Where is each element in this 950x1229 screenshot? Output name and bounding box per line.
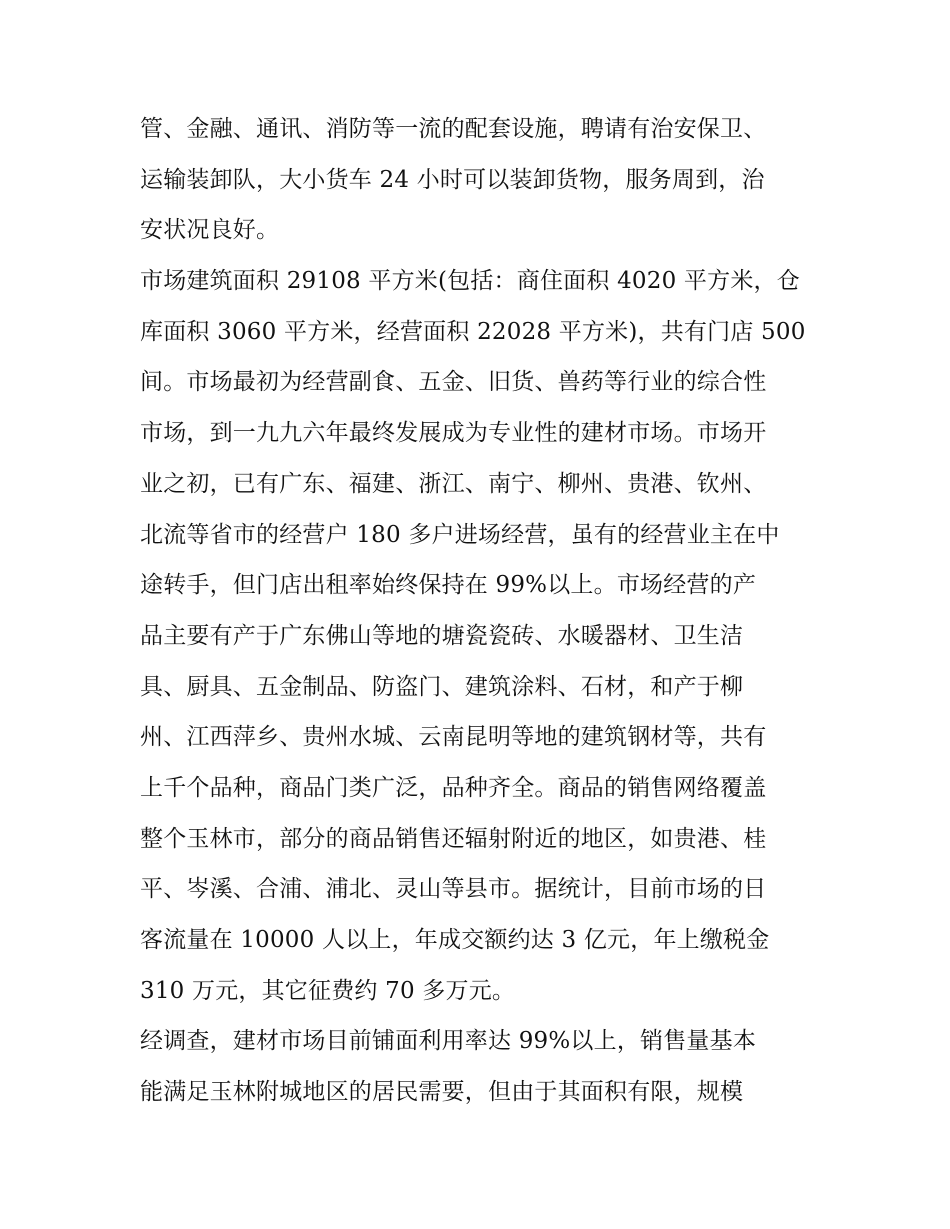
text-line: 具、厨具、五金制品、防盗门、建筑涂料、石材，和产于柳 [140, 673, 744, 700]
text-line: 平、岑溪、合浦、浦北、灵山等县市。据统计，目前市场的日 [140, 876, 767, 903]
text-line: 市场，到一九九六年最终发展成为专业性的建材市场。市场开 [140, 420, 767, 447]
text-line: 州、江西萍乡、贵州水城、云南昆明等地的建筑钢材等，共有 [140, 724, 767, 751]
text-line: 业之初，已有广东、福建、浙江、南宁、柳州、贵港、钦州、 [140, 470, 767, 497]
text-line: 市场建筑面积 29108 平方米(包括：商住面积 4020 平方米，仓 [140, 268, 800, 295]
text-line: 经调查，建材市场目前铺面利用率达 99%以上，销售量基本 [140, 1028, 757, 1055]
text-line: 上千个品种，商品门类广泛，品种齐全。商品的销售网络覆盖 [140, 774, 767, 801]
text-line: 310 万元，其它征费约 70 多万元。 [140, 977, 516, 1004]
body-text [140, 104, 820, 1118]
text-line: 北流等省市的经营户 180 多户进场经营，虽有的经营业主在中 [140, 521, 780, 548]
text-line: 间。市场最初为经营副食、五金、旧货、兽药等行业的综合性 [140, 369, 767, 396]
text-line: 安状况良好。 [140, 217, 280, 244]
text-line: 客流量在 10000 人以上，年成交额约达 3 亿元，年上缴税金 [140, 927, 770, 953]
text-line: 运输装卸队，大小货车 24 小时可以装卸货物，服务周到，治 [140, 166, 765, 193]
text-line: 能满足玉林附城地区的居民需要，但由于其面积有限，规模 [140, 1079, 744, 1106]
text-line: 途转手，但门店出租率始终保持在 99%以上。市场经营的产 [140, 572, 757, 599]
text-line: 管、金融、通讯、消防等一流的配套设施，聘请有治安保卫、 [140, 116, 767, 142]
text-line: 整个玉林市，部分的商品销售还辐射附近的地区，如贵港、桂 [140, 825, 767, 852]
text-line: 库面积 3060 平方米，经营面积 22028 平方米)，共有门店 500 [140, 318, 806, 345]
text-line: 品主要有产于广东佛山等地的塘瓷瓷砖、水暖器材、卫生洁 [140, 622, 744, 649]
